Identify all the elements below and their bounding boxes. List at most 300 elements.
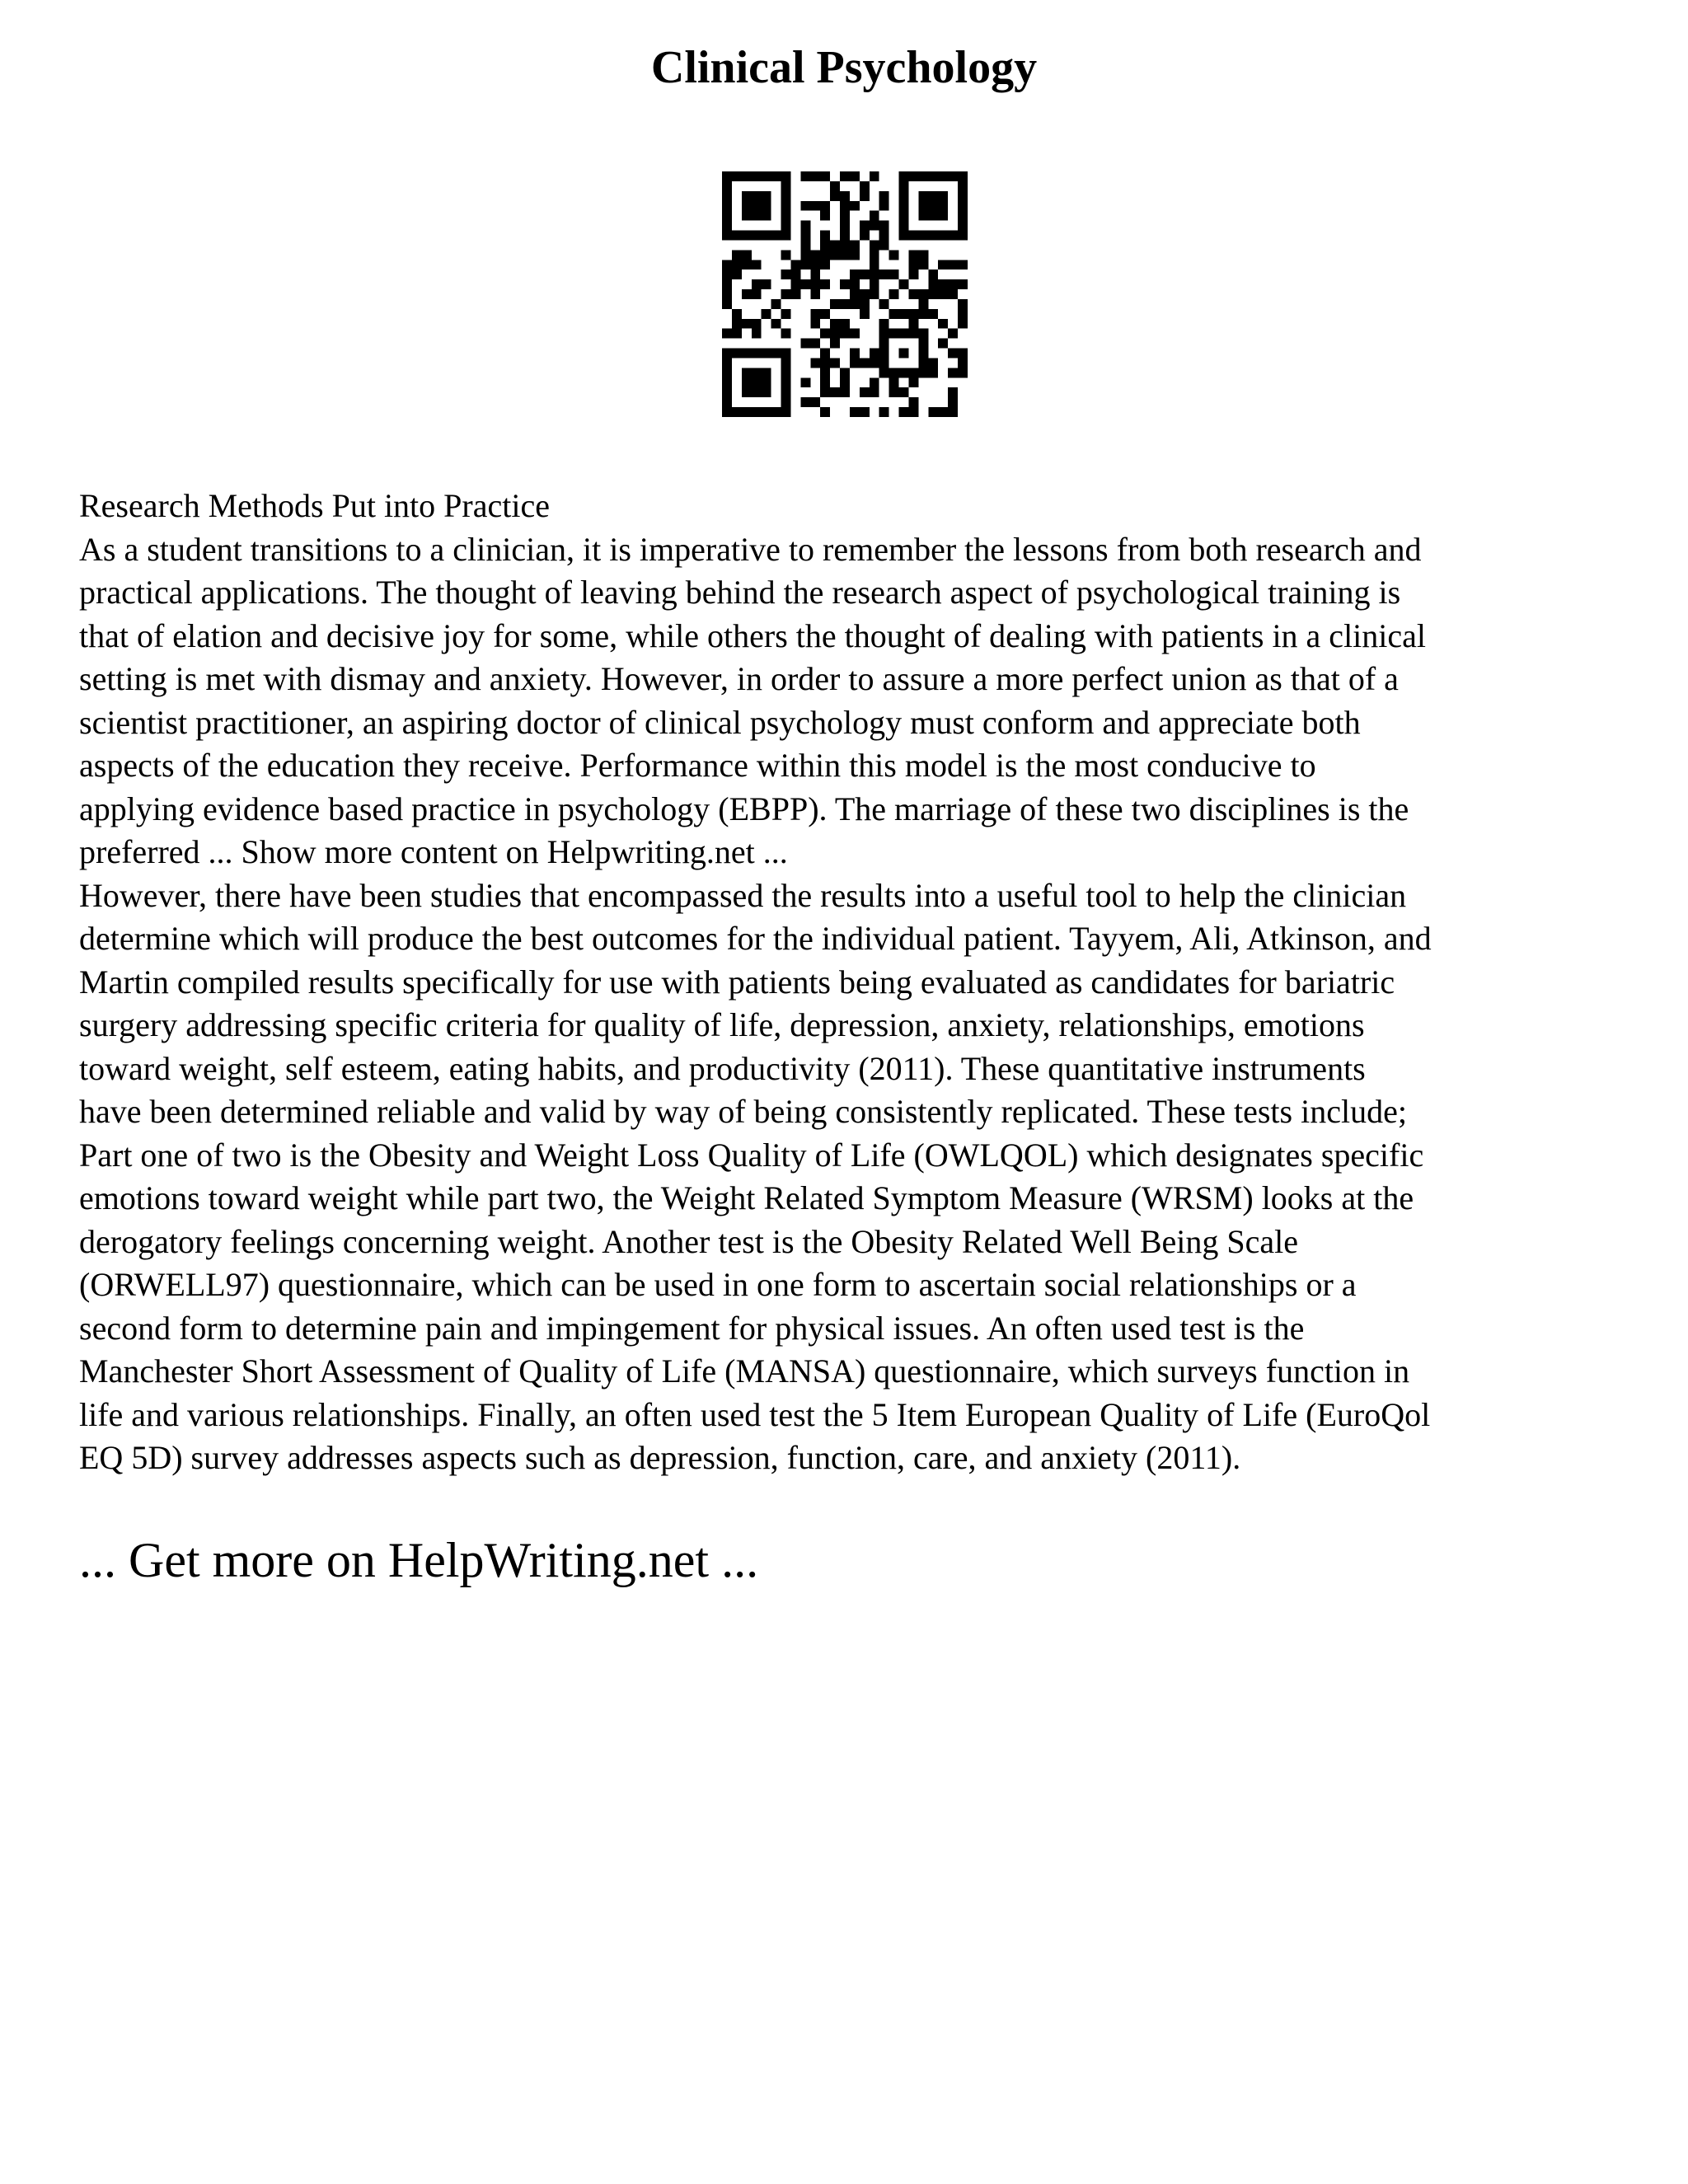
qr-module: [820, 171, 830, 181]
qr-module: [781, 231, 791, 241]
qr-module: [908, 377, 918, 387]
qr-module: [948, 329, 958, 339]
qr-module: [879, 269, 889, 279]
qr-module: [810, 309, 820, 319]
qr-module: [752, 349, 762, 359]
qr-module: [781, 201, 791, 211]
qr-module: [870, 171, 879, 181]
qr-module: [948, 368, 958, 377]
qr-module: [918, 260, 928, 269]
qr-module: [840, 240, 850, 250]
qr-module: [722, 377, 732, 387]
qr-module: [938, 191, 948, 201]
qr-module: [860, 221, 870, 231]
qr-module: [722, 279, 732, 289]
qr-module: [938, 260, 948, 269]
qr-module: [771, 171, 781, 181]
qr-module: [879, 319, 889, 329]
qr-module: [879, 299, 889, 309]
qr-module: [870, 221, 879, 231]
qr-module: [752, 368, 762, 377]
qr-module: [928, 231, 938, 241]
qr-module: [879, 339, 889, 349]
qr-module: [850, 329, 860, 339]
qr-module: [938, 201, 948, 211]
qr-module: [870, 240, 879, 250]
qr-module: [948, 231, 958, 241]
qr-module: [879, 221, 889, 231]
qr-module: [958, 211, 968, 221]
qr-module: [781, 191, 791, 201]
qr-module: [732, 269, 742, 279]
qr-module: [889, 269, 899, 279]
qr-module: [958, 279, 968, 289]
qr-module: [870, 260, 879, 269]
qr-module: [870, 387, 879, 397]
qr-module: [899, 191, 909, 201]
qr-module: [762, 201, 771, 211]
qr-module: [752, 211, 762, 221]
qr-module: [722, 349, 732, 359]
qr-module: [820, 329, 830, 339]
qr-module: [722, 358, 732, 368]
qr-module: [840, 279, 850, 289]
qr-module: [771, 231, 781, 241]
qr-module: [840, 231, 850, 241]
qr-module: [820, 387, 830, 397]
qr-module: [771, 299, 781, 309]
qr-module: [762, 171, 771, 181]
article-body: [79, 485, 1629, 1480]
qr-module: [879, 358, 889, 368]
qr-module: [938, 231, 948, 241]
qr-module: [899, 211, 909, 221]
qr-module: [820, 279, 830, 289]
qr-module: [918, 250, 928, 260]
qr-module: [899, 387, 909, 397]
section-heading: Research Methods Put into Practice: [79, 487, 550, 524]
qr-module: [958, 201, 968, 211]
qr-module: [879, 201, 889, 211]
qr-module: [752, 231, 762, 241]
qr-module: [762, 368, 771, 377]
qr-module: [840, 171, 850, 181]
qr-module: [889, 368, 899, 377]
qr-module: [800, 240, 810, 250]
qr-module: [850, 171, 860, 181]
qr-module: [810, 339, 820, 349]
qr-module: [938, 211, 948, 221]
qr-module: [850, 407, 860, 417]
qr-module: [840, 221, 850, 231]
qr-module: [958, 260, 968, 269]
qr-module: [948, 171, 958, 181]
get-more-link[interactable]: ... Get more on HelpWriting.net ...: [79, 1533, 759, 1587]
qr-module: [830, 191, 840, 201]
qr-module: [742, 211, 752, 221]
qr-module: [820, 377, 830, 387]
qr-module: [918, 211, 928, 221]
qr-module: [948, 279, 958, 289]
qr-module: [722, 231, 732, 241]
qr-module: [820, 260, 830, 269]
qr-module: [908, 289, 918, 299]
qr-module: [948, 387, 958, 397]
qr-module: [830, 299, 840, 309]
qr-module: [752, 289, 762, 299]
qr-module: [958, 171, 968, 181]
qr-module: [928, 358, 938, 368]
qr-module: [820, 349, 830, 359]
qr-module: [899, 171, 909, 181]
qr-module: [762, 309, 771, 319]
qr-module: [938, 171, 948, 181]
qr-module: [908, 319, 918, 329]
qr-module: [722, 221, 732, 231]
qr-module: [732, 329, 742, 339]
qr-module: [752, 260, 762, 269]
qr-module: [800, 377, 810, 387]
qr-module: [850, 201, 860, 211]
qr-module: [870, 349, 879, 359]
qr-module: [762, 231, 771, 241]
qr-module: [840, 211, 850, 221]
qr-module: [752, 387, 762, 397]
qr-module: [732, 407, 742, 417]
qr-module: [889, 387, 899, 397]
qr-module: [928, 309, 938, 319]
qr-module: [742, 289, 752, 299]
qr-module: [948, 397, 958, 407]
qr-module: [958, 368, 968, 377]
qr-module: [830, 319, 840, 329]
qr-module: [840, 299, 850, 309]
qr-module: [781, 349, 791, 359]
qr-module: [908, 231, 918, 241]
qr-module: [958, 349, 968, 359]
qr-module: [879, 240, 889, 250]
qr-module: [928, 211, 938, 221]
qr-module: [742, 171, 752, 181]
qr-module: [889, 377, 899, 387]
qr-module: [752, 171, 762, 181]
qr-module: [830, 339, 840, 349]
qr-module: [752, 279, 762, 289]
qr-module: [928, 289, 938, 299]
qr-module: [860, 181, 870, 191]
qr-module: [830, 240, 840, 250]
qr-module: [781, 329, 791, 339]
qr-module: [762, 387, 771, 397]
qr-module: [850, 250, 860, 260]
qr-module: [850, 279, 860, 289]
qr-module: [879, 368, 889, 377]
qr-module: [762, 377, 771, 387]
qr-module: [781, 358, 791, 368]
qr-module: [732, 171, 742, 181]
qr-module: [840, 250, 850, 260]
qr-module: [800, 339, 810, 349]
qr-module: [928, 407, 938, 417]
qr-module: [732, 260, 742, 269]
qr-module: [762, 191, 771, 201]
qr-module: [810, 319, 820, 329]
qr-module: [908, 397, 918, 407]
qr-module: [810, 201, 820, 211]
qr-module: [820, 368, 830, 377]
qr-module: [928, 201, 938, 211]
qr-module: [899, 407, 909, 417]
qr-module: [840, 368, 850, 377]
qr-module: [781, 407, 791, 417]
qr-module: [781, 211, 791, 221]
qr-module: [781, 309, 791, 319]
qr-module: [918, 368, 928, 377]
qr-module: [850, 349, 860, 359]
qr-module: [800, 231, 810, 241]
qr-module: [879, 407, 889, 417]
qr-module: [742, 349, 752, 359]
qr-module: [742, 319, 752, 329]
qr-module: [918, 358, 928, 368]
qr-module: [850, 299, 860, 309]
qr-module: [870, 211, 879, 221]
qr-module: [840, 387, 850, 397]
qr-module: [899, 181, 909, 191]
qr-module: [908, 329, 918, 339]
qr-module: [899, 279, 909, 289]
qr-module: [840, 201, 850, 211]
qr-module: [850, 269, 860, 279]
qr-module: [860, 387, 870, 397]
qr-module: [908, 309, 918, 319]
qr-module: [781, 377, 791, 387]
qr-module: [918, 299, 928, 309]
qr-module: [781, 181, 791, 191]
qr-module: [948, 349, 958, 359]
qr-module: [752, 377, 762, 387]
qr-module: [879, 329, 889, 339]
qr-module: [722, 171, 732, 181]
qr-module: [742, 250, 752, 260]
qr-module: [722, 289, 732, 299]
qr-module: [800, 250, 810, 260]
qr-module: [790, 289, 800, 299]
qr-module: [762, 407, 771, 417]
qr-module: [908, 269, 918, 279]
qr-module: [722, 181, 732, 191]
qr-module: [899, 349, 909, 359]
qr-module: [840, 329, 850, 339]
qr-module: [938, 339, 948, 349]
qr-module: [860, 407, 870, 417]
qr-module: [870, 358, 879, 368]
qr-module: [752, 191, 762, 201]
qr-module: [752, 407, 762, 417]
qr-module: [899, 329, 909, 339]
qr-module: [752, 329, 762, 339]
qr-module: [870, 279, 879, 289]
qr-module: [790, 279, 800, 289]
qr-module: [928, 279, 938, 289]
qr-module: [958, 181, 968, 191]
qr-module: [771, 349, 781, 359]
qr-module: [830, 329, 840, 339]
qr-module: [879, 231, 889, 241]
qr-module: [781, 397, 791, 407]
qr-module: [938, 289, 948, 299]
qr-module: [899, 368, 909, 377]
qr-module: [860, 299, 870, 309]
qr-module: [732, 250, 742, 260]
qr-module: [820, 240, 830, 250]
qr-module: [742, 191, 752, 201]
qr-module: [810, 171, 820, 181]
qr-module: [781, 387, 791, 397]
qr-module: [938, 319, 948, 329]
paragraph-intro: As a student transitions to a clinician, it is imperative to remember the lessons from both research and practical applications. The thought of leaving behind the research aspect of psychological training is that of elation and decisive joy for some, while others the thought of dealing with patients in a clinical setting is met with dismay and anxiety. However, in order to assure a more perfect union as that of a scientist practitioner, an aspiring doctor of clinical psychology must conform and appreciate both aspects of the education they receive. Performance within this model is the most conducive to applying evidence based practice in psychology (EBPP). The marriage of these two disciplines is the preferred ... Show more content on Helpwriting.net ...: [79, 530, 1427, 870]
qr-module: [810, 260, 820, 269]
qr-module: [958, 231, 968, 241]
qr-module: [958, 358, 968, 368]
qr-module: [742, 260, 752, 269]
qr-module: [918, 191, 928, 201]
qr-module: [732, 309, 742, 319]
qr-module: [722, 407, 732, 417]
qr-module: [918, 201, 928, 211]
qr-module: [752, 201, 762, 211]
qr-module: [918, 309, 928, 319]
qr-module: [908, 250, 918, 260]
qr-module: [870, 269, 879, 279]
qr-module: [800, 201, 810, 211]
qr-module: [928, 368, 938, 377]
qr-module: [879, 349, 889, 359]
qr-module: [938, 279, 948, 289]
qr-module: [899, 309, 909, 319]
qr-module: [850, 289, 860, 299]
qr-module: [958, 191, 968, 201]
qr-module: [742, 368, 752, 377]
qr-module: [781, 221, 791, 231]
qr-module: [879, 191, 889, 201]
qr-module: [899, 231, 909, 241]
qr-module: [889, 250, 899, 260]
qr-module: [810, 250, 820, 260]
qr-module: [732, 231, 742, 241]
qr-module: [870, 377, 879, 387]
qr-module: [918, 339, 928, 349]
qr-module: [762, 349, 771, 359]
qr-module: [860, 231, 870, 241]
qr-module: [742, 407, 752, 417]
qr-module: [722, 397, 732, 407]
qr-module: [722, 387, 732, 397]
qr-module: [732, 319, 742, 329]
qr-module: [958, 299, 968, 309]
qr-code-graphic: [722, 171, 968, 417]
qr-module: [958, 309, 968, 319]
qr-module: [908, 407, 918, 417]
qr-module: [958, 221, 968, 231]
qr-module: [830, 250, 840, 260]
qr-module: [810, 289, 820, 299]
qr-module: [928, 191, 938, 201]
qr-module: [752, 319, 762, 329]
qr-module: [870, 250, 879, 260]
qr-module: [918, 289, 928, 299]
qr-module: [722, 299, 732, 309]
qr-module: [781, 269, 791, 279]
qr-module: [781, 368, 791, 377]
qr-module: [899, 221, 909, 231]
qr-module: [781, 250, 791, 260]
qr-module: [928, 269, 938, 279]
qr-module: [860, 191, 870, 201]
qr-module: [889, 289, 899, 299]
qr-module: [948, 289, 958, 299]
qr-module: [840, 319, 850, 329]
qr-module: [820, 201, 830, 211]
qr-module: [800, 221, 810, 231]
qr-module: [771, 407, 781, 417]
qr-module: [722, 191, 732, 201]
qr-module: [899, 201, 909, 211]
qr-module: [722, 260, 732, 269]
qr-module: [850, 358, 860, 368]
qr-module: [781, 289, 791, 299]
qr-module: [771, 319, 781, 329]
qr-module: [918, 231, 928, 241]
qr-module: [840, 377, 850, 387]
qr-module: [840, 191, 850, 201]
qr-module: [860, 358, 870, 368]
qr-module: [722, 201, 732, 211]
qr-module: [908, 260, 918, 269]
qr-module: [810, 269, 820, 279]
page-title: Clinical Psychology: [650, 42, 1038, 93]
qr-module: [860, 289, 870, 299]
qr-module: [820, 358, 830, 368]
qr-module: [820, 407, 830, 417]
qr-module: [722, 329, 732, 339]
qr-module: [820, 309, 830, 319]
qr-module: [742, 387, 752, 397]
qr-module: [948, 407, 958, 417]
qr-module: [820, 231, 830, 241]
qr-module: [742, 201, 752, 211]
qr-module: [948, 260, 958, 269]
qr-code-icon: [722, 171, 968, 417]
qr-module: [732, 349, 742, 359]
qr-module: [830, 181, 840, 191]
qr-module: [800, 397, 810, 407]
qr-module: [800, 171, 810, 181]
qr-module: [722, 211, 732, 221]
qr-module: [938, 407, 948, 417]
qr-module: [800, 279, 810, 289]
qr-module: [918, 329, 928, 339]
qr-module: [790, 260, 800, 269]
qr-module: [958, 319, 968, 329]
qr-module: [928, 171, 938, 181]
qr-module: [918, 349, 928, 359]
qr-module: [918, 171, 928, 181]
qr-module: [830, 358, 840, 368]
qr-module: [908, 368, 918, 377]
qr-module: [781, 171, 791, 181]
qr-module: [889, 329, 899, 339]
